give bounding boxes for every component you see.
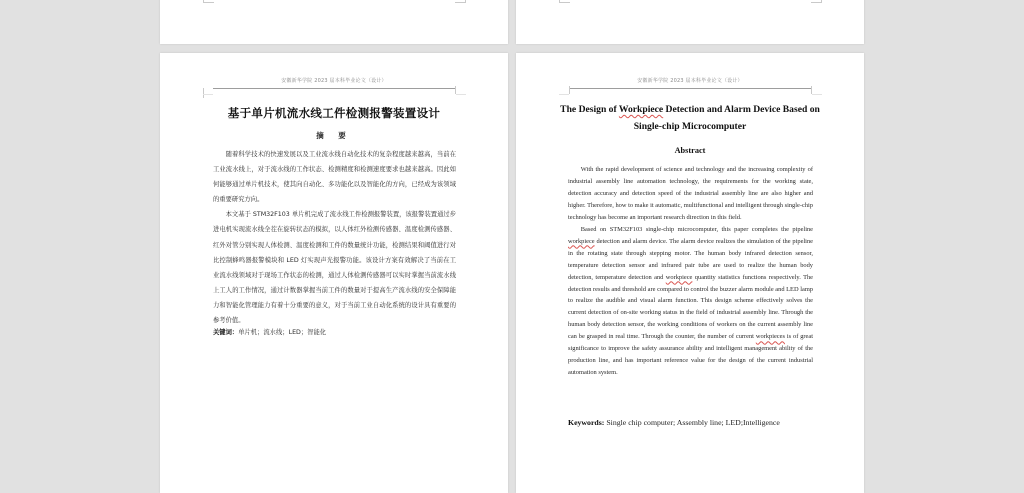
crop-mark (811, 0, 822, 3)
abstract-heading-english: Abstract (674, 146, 706, 155)
crop-mark (455, 0, 466, 3)
abstract-body-english (568, 164, 813, 379)
running-header: 安徽新华学院 2023 届本科毕业论文（设计） (281, 78, 387, 84)
abstract-paragraph: 随着科学技术的快速发展以及工业流水线自动化技术的复杂程度越来越高，当前在工业流水线上，对于流水线的工作状态、检测精度和检测速度要求也越来越高。因此如何能够通过单片机技术，使其向自动化、多功能化以及智能化的方向，已经成为该领域的重要研究方向。 (213, 151, 456, 204)
abstract-paragraph: With the rapid development of science and technology and the increasing complexity of industrial assembly line automation technology, the requirements for the working state, detection accuracy and detection speed of the industrial assembly line are also higher and higher. Therefore, how to make it automatic, multifunctional and intelligent through single-chip technology has become an important research direction in this field. (568, 166, 813, 221)
thesis-title-chinese: 基于单片机流水线工件检测报警装置设计 (227, 106, 441, 120)
text-run: quantity statistics functions respectively. The detection results and threshold are compared to control the buzzer alarm module and LED lamp to realize the audible and visual alarm function. This design scheme effectively solves the current detection of on-site working status in the field of industrial assembly line. Through the human body detection sensor, the working conditions of workers on the current assembly line can be grasped in real time. Through the counter, the number of current (568, 273, 814, 341)
keywords-english (568, 418, 780, 427)
spellcheck-flagged-word[interactable]: workpieces (755, 333, 785, 341)
page-previous-left (160, 0, 508, 44)
title-text: The Design of (560, 104, 619, 115)
crop-mark (811, 86, 812, 94)
crop-mark (203, 88, 214, 98)
crop-mark (812, 94, 822, 95)
abstract-paragraph: 本文基于 STM32F103 单片机完成了流水线工件检测报警装置，该报警装置通过步进电机实现流水线全茬在旋转状态的模拟，以人体红外检测传感器、温度检测传感器、红外对管分别实现人体检测、温度检测和工件的数量统计功能，检测结果和阈值进行对比控制蜂鸣器报警模块和 LED 灯实现声光报警功能。该设计方案有效解决了当前在工业流水线领域对于现场工作状态的检测，通过人体检测传感器可以实时掌握当前流水线上工人的工作情况，通过计数器掌握当前工件的数量对于提高生产流水线的安全保障能力和智能化管理能力有着十分重要的意义，对于当前工业自动化系统的设计具有重要的参考价值。 (213, 211, 456, 325)
text-run: is of great significance to improve the safety assurance ability and intelligent management ability of the production line, and has important reference value for the design of the current industrial automation system. (568, 333, 814, 377)
text-run: Based on STM32F103 single-chip microcomputer, this paper completes the pipeline (580, 225, 813, 233)
keywords-label: 关键词： (213, 329, 239, 336)
abstract-body-chinese (213, 147, 456, 328)
page-english-abstract (516, 53, 864, 493)
title-text: Detection and Alarm Device Based on Single-chip Microcomputer (633, 104, 820, 132)
spellcheck-flagged-word[interactable]: workpiece (568, 237, 595, 245)
text-run: detection and alarm device. The alarm device realizes the simulation of the pipeline in the rotating state through stepping motor. The human body infrared detection sensor, temperature detection sensor and infrared pair tube are used to realize the human body detection, temperature detection and (568, 237, 813, 281)
crop-mark (203, 94, 213, 95)
abstract-paragraph (568, 224, 813, 379)
spellcheck-flagged-word[interactable]: Workpiece (618, 104, 664, 115)
keywords-chinese (213, 327, 326, 336)
page-chinese-abstract (160, 53, 508, 493)
crop-mark (456, 94, 466, 95)
crop-mark (203, 0, 214, 3)
running-header: 安徽新华学院 2023 届本科毕业论文（设计） (637, 78, 743, 84)
header-rule (213, 88, 456, 89)
crop-mark (559, 94, 569, 95)
crop-mark (559, 0, 570, 3)
header-rule (569, 88, 812, 89)
keywords-value: 单片机；流水线；LED；智能化 (238, 329, 327, 336)
crop-mark (569, 86, 570, 94)
abstract-heading-chinese: 摘 要 (316, 131, 352, 140)
crop-mark (455, 86, 456, 94)
thesis-title-english (556, 102, 824, 135)
spellcheck-flagged-word[interactable]: workpiece (665, 273, 693, 281)
keywords-label: Keywords: (568, 418, 605, 427)
keywords-value: Single chip computer; Assembly line; LED;Intelligence (604, 418, 780, 427)
page-previous-right (516, 0, 864, 44)
